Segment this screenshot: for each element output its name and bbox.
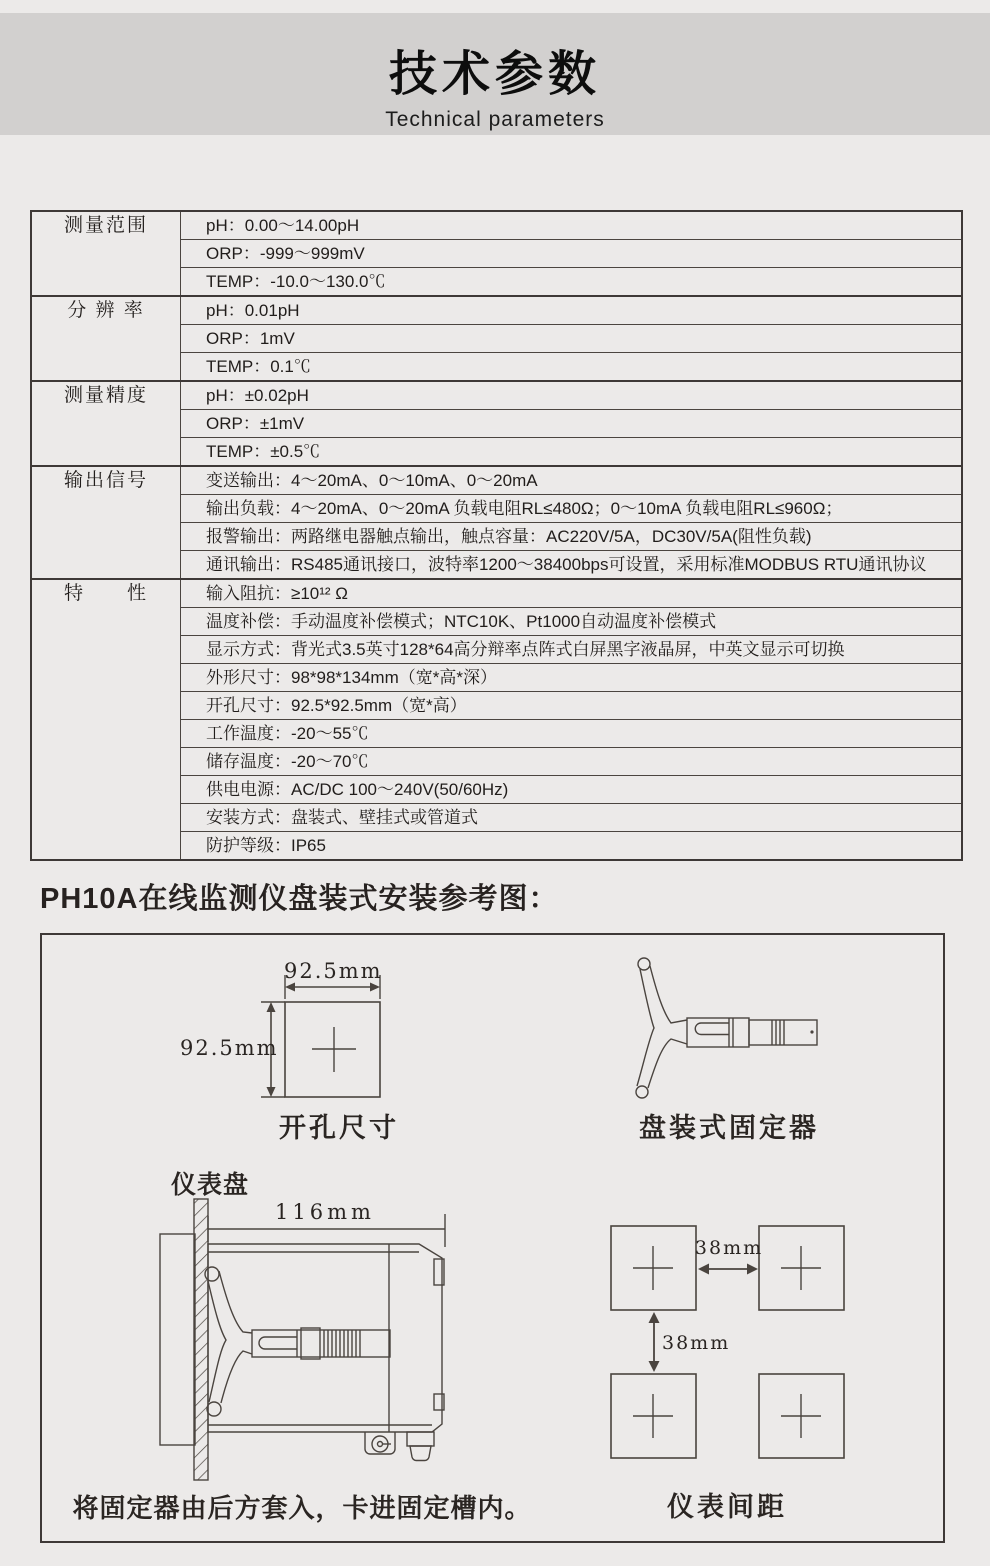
spec-value: TEMP：±0.5℃ [181,438,963,467]
spec-value: 输入阻抗：≥10¹² Ω [181,579,963,608]
panel-label: 仪表盘 [170,1171,249,1199]
installation-line-art [42,935,943,1541]
spec-value: 外形尺寸：98*98*134mm（宽*高*深） [181,664,963,692]
spec-value: 储存温度：-20～70℃ [181,748,963,776]
cutout-width-label: 92.5mm [284,959,383,983]
spec-value: ORP：-999～999mV [181,240,963,268]
spec-value: 变送输出：4～20mA、0～10mA、0～20mA [181,466,963,495]
section-title: PH10A在线监测仪盘装式安装参考图： [40,883,559,915]
cutout-caption: 开孔尺寸 [279,1113,399,1143]
group-label-resolution: 分 辨 率 [31,296,181,381]
spec-value: ORP：1mV [181,325,963,353]
group-label-features: 特 性 [31,579,181,860]
page-subtitle: Technical parameters [385,108,605,131]
spec-value: pH：0.00～14.00pH [181,211,963,240]
table-row [31,579,962,608]
spacing-h-label: 38mm [694,1237,764,1259]
spec-value: ORP：±1mV [181,410,963,438]
cutout-height-label: 92.5mm [180,1036,279,1060]
spec-value: 工作温度：-20～55℃ [181,720,963,748]
table-row [31,296,962,325]
spec-value: pH：0.01pH [181,296,963,325]
spec-value: 温度补偿：手动温度补偿模式；NTC10K、Pt1000自动温度补偿模式 [181,608,963,636]
spec-value: 输出负载：4～20mA、0～20mA 负载电阻RL≤480Ω；0～10mA 负载电阻RL≤960Ω； [181,495,963,523]
panel-caption: 将固定器由后方套入，卡进固定槽内。 [72,1493,532,1523]
group-label-output: 输出信号 [31,466,181,579]
spec-value: 通讯输出：RS485通讯接口，波特率1200～38400bps可设置，采用标准MODBUS RTU通讯协议 [181,551,963,580]
table-row [31,381,962,410]
spec-value: 防护等级：IP65 [181,832,963,861]
table-row [31,211,962,240]
group-label-range: 测量范围 [31,211,181,296]
spec-value: 显示方式：背光式3.5英寸128*64高分辩率点阵式白屏黑字液晶屏，中英文显示可切换 [181,636,963,664]
spec-value: 报警输出：两路继电器触点输出，触点容量：AC220V/5A，DC30V/5A(阻性负载) [181,523,963,551]
spec-value: 开孔尺寸：92.5*92.5mm（宽*高） [181,692,963,720]
spec-value: pH：±0.02pH [181,381,963,410]
spec-value: TEMP：-10.0～130.0℃ [181,268,963,297]
spec-value: 供电电源：AC/DC 100～240V(50/60Hz) [181,776,963,804]
spec-table [30,210,963,861]
group-label-accuracy: 测量精度 [31,381,181,466]
spec-value: TEMP：0.1℃ [181,353,963,382]
table-row [31,466,962,495]
panel-width-label: 116mm [275,1200,375,1224]
page-title: 技术参数 [388,48,601,101]
header-banner [0,13,990,135]
fixer-diagram [636,958,817,1098]
spacing-v-label: 38mm [662,1332,731,1354]
installation-diagram-box [40,933,945,1543]
spacing-caption: 仪表间距 [667,1492,787,1522]
cutout-diagram [261,975,380,1097]
panel-mount-diagram [160,1199,445,1480]
spec-value: 安装方式：盘装式、壁挂式或管道式 [181,804,963,832]
fixer-caption: 盘装式固定器 [639,1113,819,1143]
